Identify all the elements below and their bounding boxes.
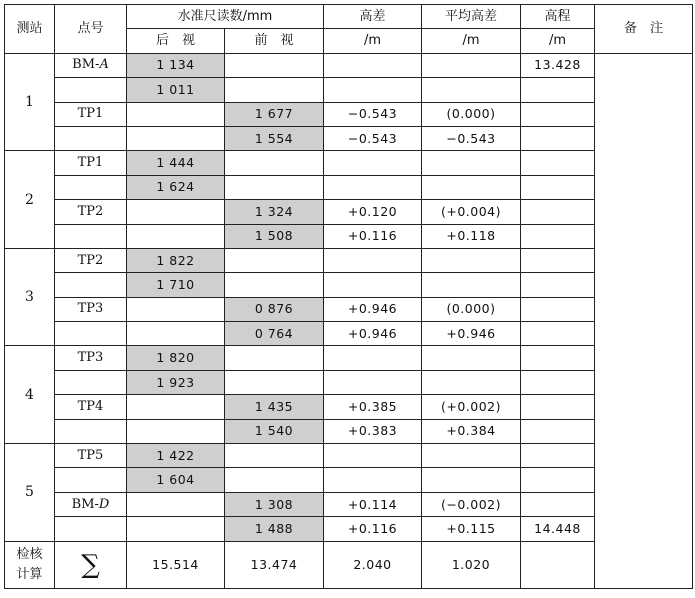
backsight-cell: 1 444 [127, 151, 225, 175]
avg-height-diff-cell [422, 370, 521, 394]
point-cell [55, 151, 127, 175]
table-row [5, 322, 693, 346]
backsight-cell [127, 297, 225, 321]
backsight-cell: 1 422 [127, 444, 225, 468]
elevation-cell [521, 444, 595, 468]
avg-height-diff-cell: (0.000) [422, 102, 521, 126]
height-diff-cell: +0.385 [324, 395, 422, 419]
foresight-cell [225, 151, 324, 175]
avg-height-diff-cell: (+0.004) [422, 200, 521, 224]
height-diff-cell: +0.114 [324, 492, 422, 516]
header-height-diff: 高差 [324, 5, 422, 29]
foresight-cell: 1 554 [225, 126, 324, 150]
point-label: TP1 [77, 155, 104, 171]
height-diff-cell: +0.120 [324, 200, 422, 224]
point-cell [55, 297, 127, 321]
height-diff-cell [324, 346, 422, 370]
backsight-cell: 1 923 [127, 370, 225, 394]
header-point: 点号 [55, 5, 127, 54]
backsight-cell: 1 134 [127, 53, 225, 77]
elevation-cell [521, 370, 595, 394]
height-diff-cell [324, 78, 422, 102]
header-remarks: 备 注 [595, 5, 693, 54]
point-label: TP1 [77, 106, 104, 122]
height-diff-cell: +0.383 [324, 419, 422, 443]
point-label: TP2 [77, 203, 104, 219]
foresight-cell [225, 248, 324, 272]
point-label: TP4 [77, 398, 104, 414]
foresight-cell [225, 175, 324, 199]
height-diff-cell: +0.946 [324, 322, 422, 346]
table-row [5, 151, 693, 175]
avg-height-diff-cell: −0.543 [422, 126, 521, 150]
elevation-sum [521, 541, 595, 588]
header-reading-group: 水准尺读数/mm [127, 5, 324, 29]
height-diff-cell: +0.946 [324, 297, 422, 321]
elevation-cell [521, 175, 595, 199]
avg-height-diff-cell: (+0.002) [422, 395, 521, 419]
backsight-cell [127, 126, 225, 150]
elevation-cell [521, 492, 595, 516]
backsight-cell [127, 395, 225, 419]
backsight-cell: 1 710 [127, 273, 225, 297]
avg-height-diff-cell: (0.000) [422, 297, 521, 321]
point-cell [55, 126, 127, 150]
point-cell [55, 517, 127, 541]
elevation-cell [521, 248, 595, 272]
backsight-cell: 1 820 [127, 346, 225, 370]
station-number: 5 [5, 444, 55, 542]
point-label-italic: A [99, 57, 109, 73]
table-row [5, 517, 693, 541]
height-diff-cell [324, 444, 422, 468]
backsight-cell [127, 224, 225, 248]
point-cell [55, 200, 127, 224]
header-height-diff-unit: /m [324, 29, 422, 53]
backsight-cell [127, 322, 225, 346]
header-avg-height-diff-unit: /m [422, 29, 521, 53]
avg-height-diff-sum: 1.020 [422, 541, 521, 588]
foresight-cell [225, 53, 324, 77]
table-row [5, 444, 693, 468]
table-row [5, 297, 693, 321]
foresight-cell [225, 444, 324, 468]
backsight-cell: 1 822 [127, 248, 225, 272]
foresight-cell: 1 677 [225, 102, 324, 126]
table-row [5, 126, 693, 150]
point-cell [55, 395, 127, 419]
point-cell [55, 492, 127, 516]
elevation-cell: 14.448 [521, 517, 595, 541]
backsight-cell: 1 624 [127, 175, 225, 199]
avg-height-diff-cell: +0.118 [422, 224, 521, 248]
table-row [5, 248, 693, 272]
header-station: 测站 [5, 5, 55, 54]
header-foresight: 前 视 [225, 29, 324, 53]
avg-height-diff-cell [422, 151, 521, 175]
avg-height-diff-cell [422, 53, 521, 77]
backsight-cell [127, 492, 225, 516]
check-row [5, 541, 693, 588]
foresight-cell [225, 346, 324, 370]
point-cell [55, 78, 127, 102]
station-number: 4 [5, 346, 55, 444]
elevation-cell [521, 200, 595, 224]
backsight-cell: 1 011 [127, 78, 225, 102]
point-cell [55, 322, 127, 346]
avg-height-diff-cell: (−0.002) [422, 492, 521, 516]
foresight-cell [225, 370, 324, 394]
avg-height-diff-cell [422, 444, 521, 468]
foresight-cell: 1 508 [225, 224, 324, 248]
avg-height-diff-cell [422, 346, 521, 370]
leveling-record-table [4, 4, 693, 589]
height-diff-cell [324, 53, 422, 77]
sum-symbol: ∑ [55, 541, 127, 588]
height-diff-cell: −0.543 [324, 126, 422, 150]
header-row-1 [5, 5, 693, 29]
table-row [5, 53, 693, 77]
backsight-cell [127, 419, 225, 443]
header-avg-height-diff: 平均高差 [422, 5, 521, 29]
height-diff-cell [324, 273, 422, 297]
point-cell [55, 468, 127, 492]
avg-height-diff-cell: +0.384 [422, 419, 521, 443]
height-diff-cell [324, 151, 422, 175]
avg-height-diff-cell [422, 175, 521, 199]
table-row [5, 346, 693, 370]
avg-height-diff-cell [422, 78, 521, 102]
station-number: 2 [5, 151, 55, 249]
foresight-cell: 1 540 [225, 419, 324, 443]
avg-height-diff-cell: +0.115 [422, 517, 521, 541]
point-cell [55, 224, 127, 248]
foresight-cell: 1 324 [225, 200, 324, 224]
height-diff-cell [324, 370, 422, 394]
foresight-cell: 1 488 [225, 517, 324, 541]
check-label [5, 541, 55, 588]
table-row [5, 175, 693, 199]
foresight-cell [225, 273, 324, 297]
point-label: TP3 [77, 301, 104, 317]
station-number: 1 [5, 53, 55, 151]
elevation-cell [521, 102, 595, 126]
point-cell [55, 102, 127, 126]
backsight-cell [127, 102, 225, 126]
avg-height-diff-cell [422, 468, 521, 492]
height-diff-cell: +0.116 [324, 517, 422, 541]
remarks-cell [595, 53, 693, 588]
foresight-sum: 13.474 [225, 541, 324, 588]
foresight-cell: 1 435 [225, 395, 324, 419]
point-label: TP5 [77, 447, 104, 463]
elevation-cell: 13.428 [521, 53, 595, 77]
backsight-cell [127, 200, 225, 224]
table-row [5, 492, 693, 516]
point-label: BM- [71, 496, 99, 512]
elevation-cell [521, 151, 595, 175]
check-label-line2: 计算 [16, 566, 43, 582]
elevation-cell [521, 224, 595, 248]
header-backsight: 后 视 [127, 29, 225, 53]
elevation-cell [521, 346, 595, 370]
point-cell [55, 175, 127, 199]
height-diff-cell [324, 468, 422, 492]
avg-height-diff-cell [422, 248, 521, 272]
point-cell [55, 346, 127, 370]
foresight-cell [225, 468, 324, 492]
point-cell [55, 419, 127, 443]
table-row [5, 370, 693, 394]
elevation-cell [521, 78, 595, 102]
elevation-cell [521, 419, 595, 443]
foresight-cell: 0 764 [225, 322, 324, 346]
height-diff-cell [324, 175, 422, 199]
avg-height-diff-cell [422, 273, 521, 297]
foresight-cell: 0 876 [225, 297, 324, 321]
check-label-line1: 检核 [16, 546, 43, 562]
point-cell [55, 53, 127, 77]
elevation-cell [521, 126, 595, 150]
height-diff-cell: +0.116 [324, 224, 422, 248]
table-row [5, 273, 693, 297]
point-cell [55, 444, 127, 468]
height-diff-sum: 2.040 [324, 541, 422, 588]
point-label-italic: D [98, 496, 110, 512]
table-row [5, 224, 693, 248]
elevation-cell [521, 297, 595, 321]
elevation-cell [521, 395, 595, 419]
backsight-cell [127, 517, 225, 541]
table-row [5, 200, 693, 224]
station-number: 3 [5, 248, 55, 346]
point-cell [55, 370, 127, 394]
backsight-sum: 15.514 [127, 541, 225, 588]
backsight-cell: 1 604 [127, 468, 225, 492]
avg-height-diff-cell: +0.946 [422, 322, 521, 346]
height-diff-cell [324, 248, 422, 272]
height-diff-cell: −0.543 [324, 102, 422, 126]
point-label: BM- [72, 57, 100, 73]
table-row [5, 395, 693, 419]
header-elevation: 高程 [521, 5, 595, 29]
elevation-cell [521, 273, 595, 297]
header-elevation-unit: /m [521, 29, 595, 53]
table-row [5, 468, 693, 492]
point-cell [55, 248, 127, 272]
foresight-cell [225, 78, 324, 102]
point-label: TP3 [77, 350, 104, 366]
elevation-cell [521, 468, 595, 492]
elevation-cell [521, 322, 595, 346]
point-label: TP2 [77, 252, 104, 268]
table-row [5, 102, 693, 126]
point-cell [55, 273, 127, 297]
table-row [5, 419, 693, 443]
foresight-cell: 1 308 [225, 492, 324, 516]
table-row [5, 78, 693, 102]
